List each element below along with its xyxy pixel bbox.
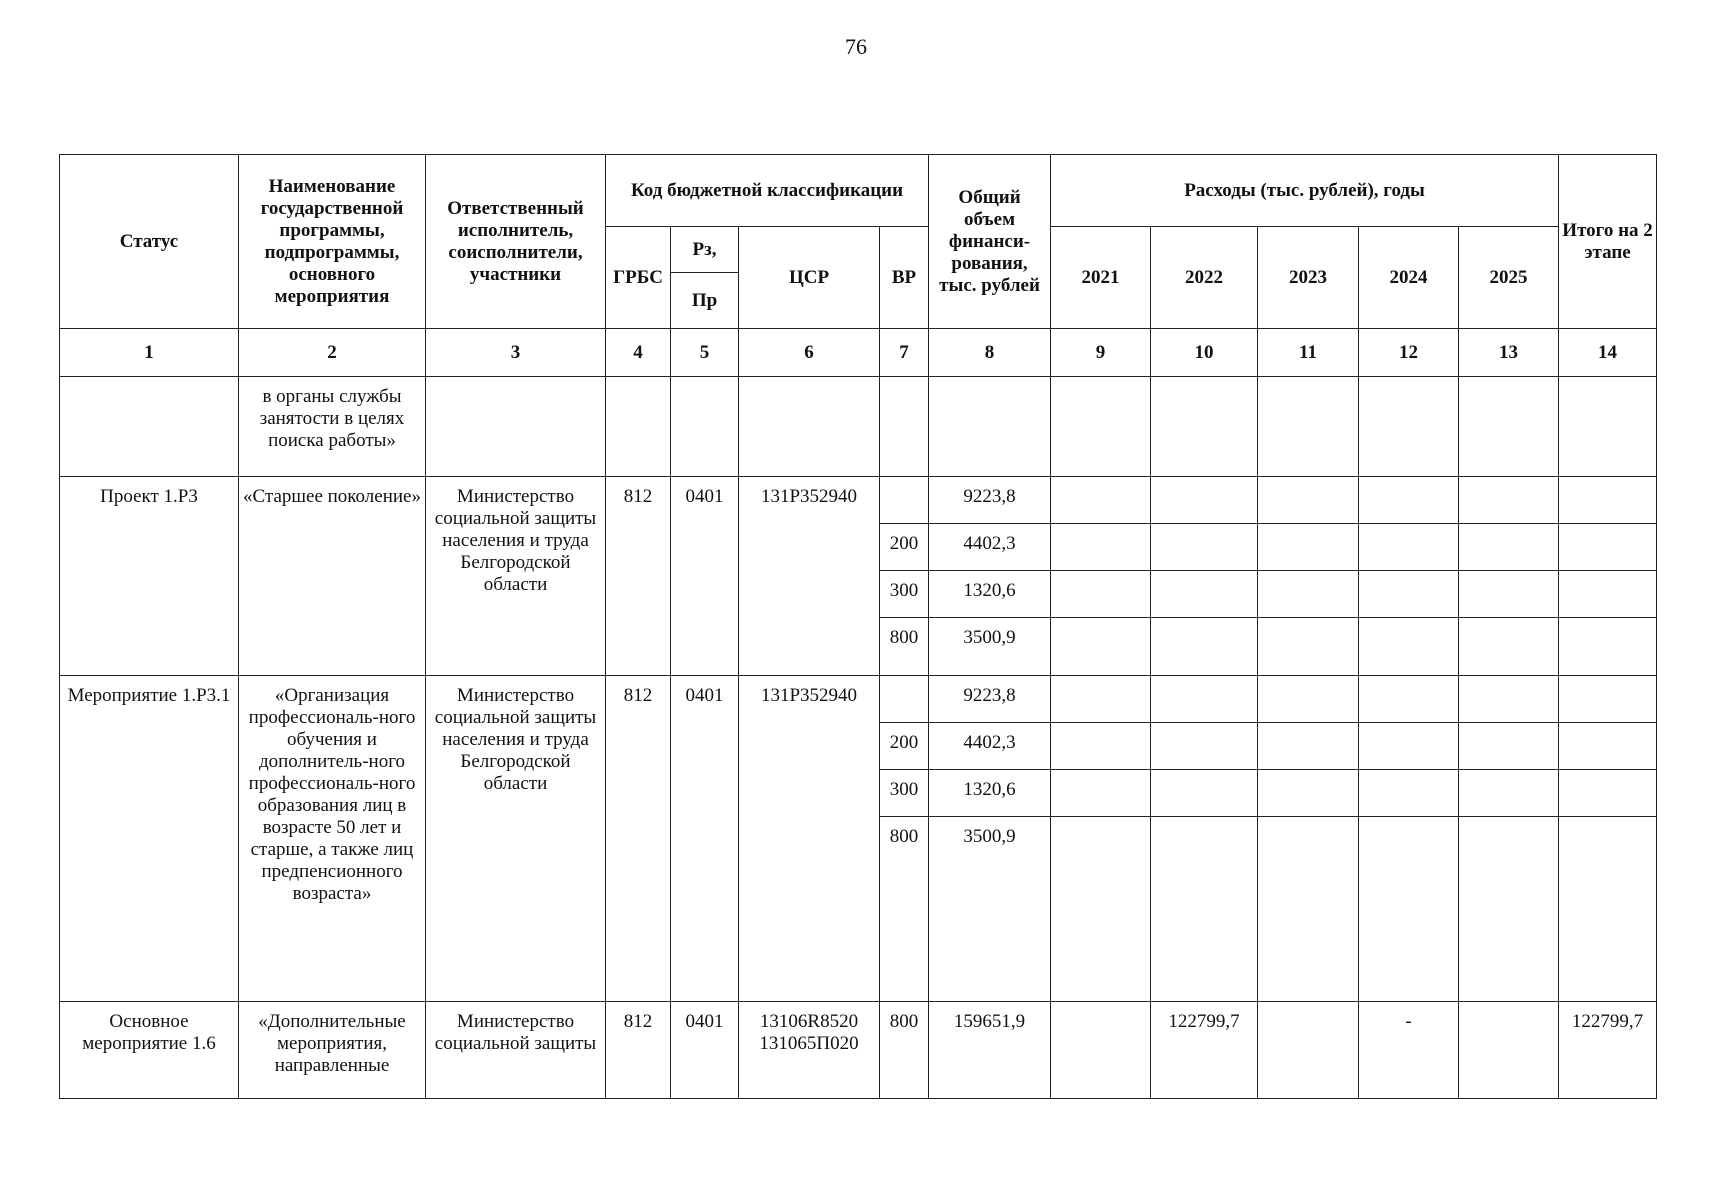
header-responsible: Ответственный исполнитель, соисполнители, участники [426,155,606,329]
cell-total: 4402,3 [929,723,1051,770]
cell-vr: 800 [880,817,929,1002]
column-number: 12 [1359,329,1459,377]
cell-status: Проект 1.Р3 [60,477,239,676]
cell-total: 1320,6 [929,770,1051,817]
cell-vr: 300 [880,770,929,817]
header-name: Наименование государственной программы, подпрограммы, основного мероприятия [239,155,426,329]
cell-vr: 800 [880,1002,929,1099]
column-number: 11 [1258,329,1359,377]
column-number: 9 [1051,329,1151,377]
cell-total: 3500,9 [929,817,1051,1002]
header-year-2022: 2022 [1151,227,1258,329]
cell-2024: - [1359,1002,1459,1099]
header-year-2023: 2023 [1258,227,1359,329]
column-number: 6 [739,329,880,377]
header-status: Статус [60,155,239,329]
table-row [60,477,1657,524]
header-pr: Пр [671,273,739,329]
cell-2021 [1051,1002,1151,1099]
cell-responsible [426,377,606,477]
cell-csr: 131Р352940 [739,477,880,676]
header-year-2024: 2024 [1359,227,1459,329]
column-number: 1 [60,329,239,377]
header-grbs: ГРБС [606,227,671,329]
header-expenses: Расходы (тыс. рублей), годы [1051,155,1559,227]
cell-itogo: 122799,7 [1559,1002,1657,1099]
budget-table [59,154,1657,1099]
cell-vr [880,477,929,524]
cell-status [60,377,239,477]
cell-vr: 800 [880,618,929,676]
cell-csr [739,1002,880,1099]
header-budget-code: Код бюджетной классификации [606,155,929,227]
cell-rzpr: 0401 [671,1002,739,1099]
cell-rzpr: 0401 [671,676,739,1002]
cell-name: «Старшее поколение» [239,477,426,676]
column-number: 2 [239,329,426,377]
csr-code: 131065П020 [759,1033,859,1054]
column-number-row [60,329,1657,377]
cell-total: 159651,9 [929,1002,1051,1099]
table-row [60,1002,1657,1099]
cell-responsible: Министерство социальной защиты населения и труда Белгородской области [426,676,606,1002]
column-number: 5 [671,329,739,377]
cell-status: Мероприятие 1.Р3.1 [60,676,239,1002]
header-total-volume: Общий объем финанси-рования, тыс. рублей [929,155,1051,329]
column-number: 3 [426,329,606,377]
cell-responsible: Министерство социальной защиты населения и труда Белгородской области [426,477,606,676]
header-csr: ЦСР [739,227,880,329]
cell-status: Основное мероприятие 1.6 [60,1002,239,1099]
csr-code: 13106R8520 [759,1011,859,1032]
cell-rzpr: 0401 [671,477,739,676]
cell-2025 [1459,1002,1559,1099]
cell-name: в органы службы занятости в целях поиска работы» [239,377,426,477]
cell-grbs: 812 [606,1002,671,1099]
cell-grbs: 812 [606,676,671,1002]
cell-csr: 131Р352940 [739,676,880,1002]
column-number: 10 [1151,329,1258,377]
cell-vr: 200 [880,524,929,571]
column-number: 13 [1459,329,1559,377]
cell-total: 1320,6 [929,571,1051,618]
cell-total: 9223,8 [929,477,1051,524]
cell-name: «Дополнительные мероприятия, направленные [239,1002,426,1099]
column-number: 8 [929,329,1051,377]
header-rz: Рз, [671,227,739,273]
header-vr: ВР [880,227,929,329]
header-year-2025: 2025 [1459,227,1559,329]
page-number: 76 [845,34,867,59]
cell-name: «Организация профессиональ-ного обучения и дополнитель-ного профессиональ-ного образования лиц в возрасте 50 лет и старше, а также лиц предпенсионного возраста» [239,676,426,1002]
cell-grbs: 812 [606,477,671,676]
table-row [60,377,1657,477]
header-itogo: Итого на 2 этапе [1559,155,1657,329]
cell-2023 [1258,1002,1359,1099]
cell-vr [880,676,929,723]
cell-total: 4402,3 [929,524,1051,571]
header-year-2021: 2021 [1051,227,1151,329]
column-number: 4 [606,329,671,377]
column-number: 14 [1559,329,1657,377]
cell-vr: 300 [880,571,929,618]
cell-total: 9223,8 [929,676,1051,723]
cell-total: 3500,9 [929,618,1051,676]
column-number: 7 [880,329,929,377]
cell-2022: 122799,7 [1151,1002,1258,1099]
table-row [60,676,1657,723]
cell-vr: 200 [880,723,929,770]
cell-responsible: Министерство социальной защиты [426,1002,606,1099]
